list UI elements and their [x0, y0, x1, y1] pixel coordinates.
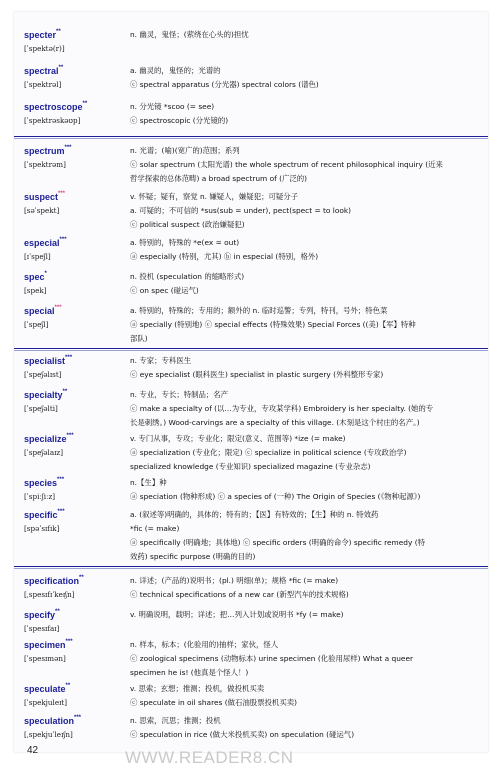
- section-divider: [14, 136, 488, 137]
- definition: a. 可疑的；不可信的 *sus(sub = under), pect(spect = to look): [130, 206, 352, 215]
- headword: specification**: [24, 575, 84, 586]
- headword: especial***: [24, 237, 67, 248]
- example-line: 效药) specific purpose (明确的目的): [130, 552, 256, 561]
- pronunciation: [ˈspektrəskəʊp]: [24, 116, 81, 125]
- definition: a. (叙述等)明确的，具体的；特有的；【医】有特效的；【生】种的 n. 特效药: [130, 510, 379, 519]
- pronunciation: [ˌspesɪfɪˈkeɪʃn]: [24, 590, 75, 599]
- headword: species***: [24, 477, 65, 488]
- pronunciation: [ˈspektrəm]: [24, 160, 66, 169]
- pronunciation: [ˈspesɪfaɪ]: [24, 624, 60, 633]
- example-line: ⓐ speciation (物种形成) ⓒ a species of (一种) The Origin of Species (《物种起源》): [130, 492, 421, 501]
- example-line: ⓐ specially (特别地) ⓒ special effects (特殊效果) Special Forces ((美)【军】特种: [130, 320, 416, 329]
- definition: v. 专门从事，专攻；专业化；限定(意义、范围等) *ize (= make): [130, 434, 346, 443]
- example-line: 长是刺绣。) Wood-carvings are a specialty of this village. (木刻是这个村庄的名产。): [130, 418, 420, 427]
- definition: v. 明确说明，载明；详述；把…列入计划或说明书 *fy (= make): [130, 610, 344, 619]
- example-line: ⓒ eye specialist (眼科医生) specialist in plastic surgery (外科整形专家): [130, 370, 384, 379]
- headword: special***: [24, 305, 62, 316]
- headword: specter**: [24, 29, 61, 40]
- pronunciation: [ˈspekjuleɪt]: [24, 698, 68, 707]
- headword: suspect***: [24, 191, 66, 202]
- pronunciation: [ˈspeʃəlɪst]: [24, 370, 62, 379]
- example-line: ⓒ technical specifications of a new car (新型汽车的技术规格): [130, 590, 349, 599]
- definition: n. 投机 (speculation 的缩略形式): [130, 272, 245, 281]
- headword: specialize***: [24, 433, 74, 444]
- definition: n. 光谱；(喻)(宽广的)范围；系列: [130, 146, 240, 155]
- headword: specific***: [24, 509, 65, 520]
- example-line: ⓒ speculate in oil shares (做石油股票投机买卖): [130, 698, 297, 707]
- headword: specialist***: [24, 355, 73, 366]
- definition: a. 特别的，特殊的；专用的；额外的 n. 临时巡警；专列，特刊，号外；特色菜: [130, 306, 388, 315]
- pronunciation: [ˈspektrəl]: [24, 80, 62, 89]
- example-line: ⓐ specifically (明确地；具体地) ⓒ specific orders (明确的命令) specific remedy (特: [130, 538, 425, 547]
- definition: n.【生】种: [130, 478, 167, 487]
- example-line: ⓒ solar spectrum (太阳光谱) the whole spectrum of recent philosophical inquiry (近来: [130, 160, 443, 169]
- pronunciation: [ˌspekjuˈleɪʃn]: [24, 730, 73, 739]
- example-line: specialized knowledge (专业知识) specialized magazine (专业杂志): [130, 462, 371, 471]
- pronunciation: [ˈspeʃəlti]: [24, 404, 58, 413]
- definition: n. 详述；(产品的)说明书；(pl.) 明细(单)；规格 *fic (= make): [130, 576, 339, 585]
- definition: a. 特别的，特殊的 *e(ex = out): [130, 238, 240, 247]
- section-divider: [14, 348, 488, 349]
- headword: spectroscope**: [24, 101, 88, 112]
- example-line: specimen he is! (他真是个怪人！): [130, 668, 249, 677]
- headword: specimen***: [24, 639, 73, 650]
- example-line: ⓒ spectroscopic (分光镜的): [130, 116, 229, 125]
- example-line: ⓐ especially (特别，尤其) ⓑ in especial (特别，格外): [130, 252, 319, 261]
- section-divider: [14, 566, 488, 567]
- example-line: 哲学探索的总体范畴) a broad spectrum of (广泛的): [130, 174, 308, 183]
- definition: n. 分光镜 *scoo (= see): [130, 102, 215, 111]
- example-line: ⓒ on spec (碰运气): [130, 286, 199, 295]
- example-line: ⓒ spectral apparatus (分光器) spectral colors (谱色): [130, 80, 319, 89]
- pronunciation: [ˈspeʃl]: [24, 320, 49, 329]
- example-line: ⓐ specialization (专业化；限定) ⓒ specialize in political science (专攻政治学): [130, 448, 407, 457]
- pronunciation: [ˈspiːʃiːz]: [24, 492, 56, 501]
- pronunciation: [ˈspeʃəlaɪz]: [24, 448, 64, 457]
- pronunciation: [spek]: [24, 286, 47, 295]
- definition: n. 专业，专长；特制品；名产: [130, 390, 229, 399]
- definition: a. 幽灵的，鬼怪的；光谱的: [130, 66, 221, 75]
- definition: n. 幽灵，鬼怪；(萦绕在心头的)担忧: [130, 30, 249, 39]
- example-line: ⓒ make a specialty of (以…为专业，专攻某学科) Embroidery is her specialty. (她的专: [130, 404, 434, 413]
- dictionary-page: [14, 12, 488, 752]
- example-line: 部队): [130, 334, 148, 343]
- example-line: ⓒ political suspect (政治嫌疑犯): [130, 220, 245, 229]
- pronunciation: [ˈspesɪmən]: [24, 654, 66, 663]
- definition: n. 样本，标本；(化验用的)抽样；家伙，怪人: [130, 640, 279, 649]
- definition: n. 专家；专科医生: [130, 356, 192, 365]
- definition: *fic (= make): [130, 524, 180, 533]
- headword: specify**: [24, 609, 60, 620]
- pronunciation: [səˈspekt]: [24, 206, 60, 215]
- example-line: ⓒ zoological specimens (动物标本) urine specimen (化验用尿样) What a queer: [130, 654, 414, 663]
- headword: speculate**: [24, 683, 71, 694]
- pronunciation: [ɪˈspeʃl]: [24, 252, 51, 261]
- watermark: WWW.READER8.CN: [125, 748, 294, 767]
- page-number: 42: [27, 745, 39, 756]
- definition: n. 思索，沉思；推测；投机: [130, 716, 221, 725]
- headword: specialty**: [24, 389, 68, 400]
- pronunciation: [spəˈsɪfɪk]: [24, 524, 60, 533]
- definition: v. 思索；玄想；推测；投机，做投机买卖: [130, 684, 265, 693]
- headword: spectral**: [24, 65, 64, 76]
- headword: spectrum***: [24, 145, 72, 156]
- headword: spec*: [24, 271, 47, 282]
- headword: speculation***: [24, 715, 82, 726]
- definition: v. 怀疑；疑有，察觉 n. 嫌疑人，嫌疑犯；可疑分子: [130, 192, 299, 201]
- pronunciation: [ˈspektə(r)]: [24, 44, 65, 53]
- example-line: ⓒ speculation in rice (做大米投机买卖) on speculation (碰运气): [130, 730, 355, 739]
